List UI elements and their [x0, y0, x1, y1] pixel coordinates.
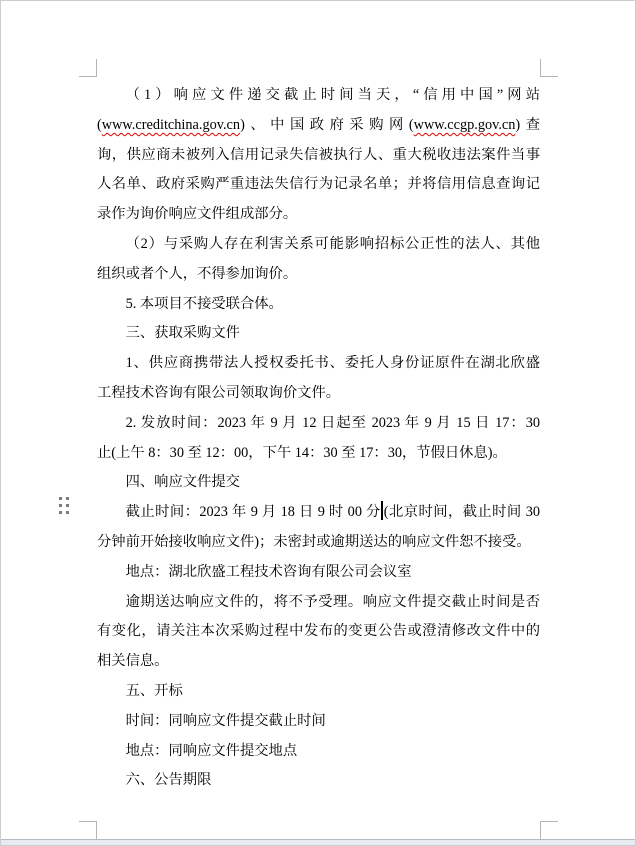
text-boundary-mark-top-right	[540, 59, 558, 77]
doc-line-23: 地点：同响应文件提交地点	[125, 742, 298, 759]
doc-line-5: 录作为询价响应文件组成部分。	[97, 206, 298, 223]
doc-line-13: 止(上午 8：30 至 12：00，下午 14：30 至 17：30，节假日休息)。	[97, 444, 507, 461]
doc-line-6: （2）与采购人存在利害关系可能影响招标公正性的法人、其他	[125, 235, 540, 252]
doc-line-19: 有变化，请关注本次采购过程中发布的变更公告或澄清修改文件中的	[97, 623, 540, 640]
doc-line-9-heading: 三、获取采购文件	[125, 325, 240, 342]
doc-line-16: 分钟前开始接收响应文件)；未密封或逾期送达的响应文件恕不接受。	[97, 533, 531, 550]
doc-line-12: 2. 发放时间：2023 年 9 月 12 日起至 2023 年 9 月 15 日 17：30	[125, 414, 540, 431]
doc-line-10: 1、供应商携带法人授权委托书、委托人身份证原件在湖北欣盛	[125, 355, 540, 372]
doc-line-4: 人名单、政府采购严重违法失信行为记录名单；并将信用信息查询记	[97, 176, 540, 193]
line15-pre-text: 截止时间：2023 年 9 月 18 日 9 时 00 分	[125, 504, 381, 521]
doc-line-24-heading: 六、公告期限	[125, 772, 212, 789]
url-creditchina: www.creditchina.gov.cn	[101, 116, 241, 133]
document-text-area[interactable]	[97, 81, 540, 796]
doc-line-2	[97, 111, 540, 141]
text-boundary-mark-top-left	[79, 59, 97, 77]
paren-open: (	[97, 116, 102, 133]
text-boundary-mark-bottom-right	[540, 821, 558, 839]
doc-line-11: 工程技术咨询有限公司领取询价文件。	[97, 384, 341, 401]
text-boundary-mark-bottom-left	[79, 821, 97, 839]
doc-line-15	[97, 498, 540, 528]
doc-line-17: 地点：湖北欣盛工程技术咨询有限公司会议室	[125, 563, 412, 580]
line2-mid-text: )、中国政府采购网(	[240, 116, 414, 133]
bottom-chrome-strip	[1, 839, 635, 845]
url-ccgp: www.ccgp.gov.cn	[413, 116, 516, 133]
doc-line-3: 询，供应商未被列入信用记录失信被执行人、重大税收违法案件当事	[97, 146, 540, 163]
doc-line-1: （1）响应文件递交截止时间当天，“信用中国”网站	[125, 87, 540, 103]
line15-post-text: (北京时间，截止时间 30	[383, 504, 540, 521]
drag-handle-icon[interactable]	[59, 497, 69, 514]
doc-line-14-heading: 四、响应文件提交	[125, 474, 240, 491]
doc-line-22: 时间：同响应文件提交截止时间	[125, 712, 326, 729]
doc-line-21-heading: 五、开标	[125, 682, 183, 699]
doc-line-18: 逾期送达响应文件的，将不予受理。响应文件提交截止时间是否	[125, 593, 540, 610]
doc-line-7: 组织或者个人，不得参加询价。	[97, 265, 298, 282]
doc-line-20: 相关信息。	[97, 653, 169, 670]
doc-line-8: 5. 本项目不接受联合体。	[125, 295, 283, 312]
line2-end-text: )查	[515, 116, 540, 133]
